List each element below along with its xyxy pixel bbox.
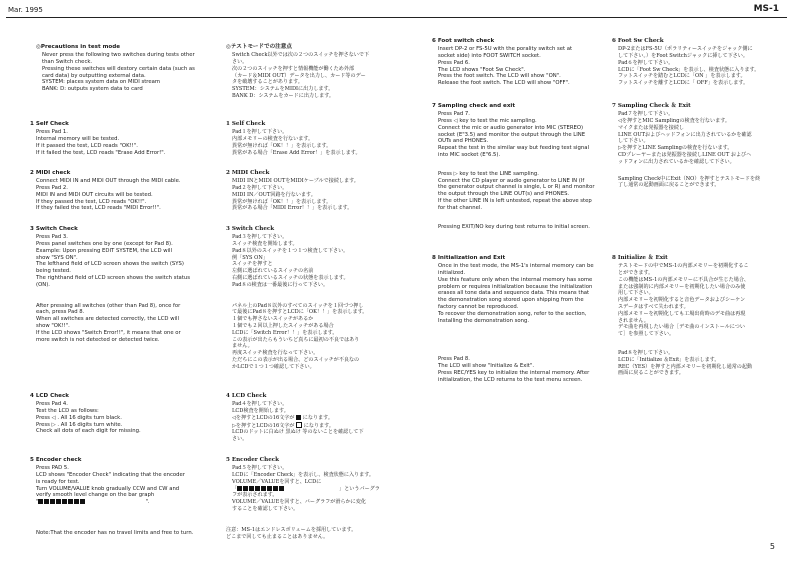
text-line: スデータはすべて失われます。	[618, 304, 689, 311]
section-6-jp	[612, 38, 790, 87]
section-title: 1 Self Check	[30, 121, 69, 127]
text-line: Pressing EXIT/NO key during test returns to initial screen.	[438, 223, 590, 230]
text-line: CDプレーヤーまたは発振器を接続しLINE OUT およびヘ	[618, 152, 752, 159]
text-line: MIDI IN and MIDI OUT circuits will be tested.	[36, 191, 153, 198]
text-fragment: ▷を押すとLCDの16文字が	[232, 422, 295, 429]
text-line: The lefthand field of LCD screen shows the switch (SYS)	[36, 261, 184, 268]
text-line: Pad８を押して下さい。	[618, 350, 674, 357]
section-8-en	[432, 255, 617, 384]
bar-graph-line: " ".	[36, 499, 150, 506]
text-line: Sampling Check中にExit（NO）を押すとテストモードを終	[618, 175, 761, 182]
text-line: 左側に選ばれているスイッチの名前	[232, 268, 314, 275]
text-line: into MIC socket (E"6.5).	[438, 152, 501, 159]
text-line: て最後にPad８を押すとLCDに「OK！！」を表示します。	[232, 309, 368, 316]
bar-block-icon	[267, 486, 272, 491]
text-line: SYSTEM：システムをMIDIに出力します。	[232, 86, 334, 93]
text-line: パネル上のPad８以外のすべてのスイッチを１回づつ押し	[232, 302, 364, 309]
text-line: Press Pad 7.	[438, 111, 470, 118]
text-line: Press panel switches one by one (except for Pad 8).	[36, 241, 173, 248]
text-line: Connect the CD player or audio generator to LINE IN (If	[438, 177, 585, 184]
text-line: Press Pad 1.	[36, 129, 68, 136]
section-title: 2 MIDI Check	[226, 170, 270, 176]
text-line	[232, 415, 401, 422]
section-5-jp	[226, 457, 401, 513]
text-line: Pad７を押して下さい。	[618, 111, 674, 118]
section-2-en	[30, 170, 215, 212]
text-line: If they passed the test, LCD reads "OK!!".	[36, 198, 147, 205]
text-line: each, press Pad 8.	[36, 309, 85, 316]
text-line: Test the LCD as follows:	[36, 408, 99, 415]
text-line: initialized.	[438, 270, 466, 277]
text-line: マイクまたは発振器を接続し	[618, 124, 685, 131]
text-line: MIDI IN／OUT回路を行ないます。	[232, 191, 316, 198]
precautions-en-title: ◎Precautions in test mode	[36, 44, 121, 50]
text-line: factory cannot be reproduced.	[438, 304, 519, 311]
text-line: １個でも２回以上押したスイッチがある場合	[232, 323, 334, 330]
bar-block-icon	[237, 486, 242, 491]
text-line: If they failed the test, LCD reads "MIDI Error!!".	[36, 205, 161, 212]
text-line: さい。	[232, 59, 248, 66]
text-line: The righthand field of LCD screen shows the switch status	[36, 275, 190, 282]
text-line: 異常がある場合「MIDI Error！！」を表示します。	[232, 205, 353, 212]
text-line: is ready for test.	[36, 478, 80, 485]
text-line: the demonstration song stored upon shipping from the	[438, 297, 584, 304]
section-title: 3 Switch Check	[30, 226, 78, 232]
bar-graph-line: 「 」というバーグラ	[232, 485, 380, 492]
section-7-en	[432, 103, 617, 230]
text-line: erases all tone data and sequence data. This means that	[438, 290, 590, 297]
text-line: for that channel.	[438, 204, 483, 211]
text-line: Pad６を押して下さい。	[618, 59, 674, 66]
text-fragment: になります。	[302, 414, 333, 421]
bar-block-icon	[74, 499, 79, 504]
text-line: 内部メモリーの検査を行ないます。	[232, 136, 314, 143]
text-line: スイッチを押すと	[232, 261, 273, 268]
text-fragment: ".	[145, 499, 150, 506]
section-title: 7 Sampling Check ＆ Exit	[612, 103, 691, 109]
bar-block-icon	[249, 486, 254, 491]
text-line: the output through the LINE OUT(s) and PHONES.	[438, 191, 570, 198]
text-line: OUTs and PHONES.	[438, 138, 489, 145]
text-line: ません。	[232, 343, 253, 350]
precautions-en-body	[36, 52, 216, 93]
section-title: 8 Initialization and Exit	[432, 255, 506, 261]
text-line: 異常が無ければ「OK！！」を表示します。	[232, 142, 332, 149]
text-line: socket (E"3.5) and monitor the output through the LINE	[438, 131, 586, 138]
text-line: Installing the demonstration song.	[438, 317, 530, 324]
text-line: 内部メモリーを初期化すると音色データおよびシーケン	[618, 297, 746, 304]
text-line: または強制的に内部メモリーを初期化したい場合のみ使	[618, 283, 746, 290]
bar-block-icon	[279, 486, 284, 491]
text-line: If the LCD shows "Switch Error!!", it means that one or	[36, 329, 181, 336]
text-line: REC（YES）を押すと内部メモリーを初期化し通常の起動	[618, 363, 753, 370]
text-line: フットスイッチを踏むとLCDに「ON 」を表示します。	[618, 73, 746, 80]
section-5-en	[30, 457, 215, 506]
precautions-en	[36, 44, 216, 93]
black-square-icon	[296, 415, 301, 420]
section-7-jp	[612, 103, 790, 189]
text-line: LCDに「Encoder Check」を表示し、検査状態に入ります。	[232, 472, 375, 479]
text-line: Insert DP-2 or FS-5U with the porality switch set at	[438, 46, 573, 53]
text-line: more switch is not detected or detected twice.	[36, 336, 160, 343]
text-line: 注意：MS-1はエンドレスボリュームを採用しています。	[226, 527, 357, 533]
text-line: LINE OUTおよびヘッドフォンに出力されているかを確認	[618, 131, 752, 138]
text-line: Internal memory will be tested.	[36, 136, 120, 143]
text-line: １個でも押さないスイッチがあるか	[232, 316, 314, 323]
text-line: BANK: D: outputs system data to card	[42, 86, 143, 93]
text-line: 了し通常の起動画面に戻ることができます。	[618, 182, 720, 189]
text-line: スイッチ検査を開始します。	[232, 241, 298, 248]
text-line: この表示が出たらもういちど真ちに最初の不良ではあり	[232, 336, 360, 343]
header-rule	[6, 17, 787, 18]
text-line: Pad２を押して下さい。	[232, 185, 288, 192]
text-line: (ON).	[36, 281, 50, 288]
text-line: show "OK!!".	[36, 323, 70, 330]
text-line: Connect MIDI IN and MIDI OUT through the MIDI cable.	[36, 178, 181, 185]
text-line: DP-2またはFS-5U（ポラリティースイッチをジャック側に	[618, 46, 753, 53]
text-line: ッドフォンに出力されているかを確認して下さい。	[618, 158, 735, 165]
text-line: the generator output channel is single, L or R) and monitor	[438, 184, 595, 191]
precautions-jp-title: ◎テストモードでの注意点	[226, 44, 292, 50]
text-line: If the other LINE IN is left untested, repeat the above step	[438, 198, 592, 205]
section-title: 3 Switch Check	[226, 226, 275, 232]
bar-block-icon	[255, 486, 260, 491]
bar-block-icon	[68, 499, 73, 504]
section-title: 8 Initialize ＆ Exit	[612, 255, 668, 261]
section-title: 5 Encoder Check	[226, 457, 280, 463]
precautions-jp-body	[226, 52, 401, 100]
section-title: 4 LCD Check	[30, 393, 70, 399]
note-en	[36, 530, 221, 537]
bar-block-icon	[38, 499, 43, 504]
text-line: LCDのドットに白ぬけ 黒ぬけ 等のないことを確認して下	[232, 429, 364, 436]
text-line: 異常が無ければ「OK！！」を表示します。	[232, 198, 332, 205]
text-line: If it failed the test, LCD reads "Erase Add Error!".	[36, 149, 166, 156]
text-line: フットスイッチを離すとLCDに「 OFF」を表示します。	[618, 80, 749, 87]
precautions-jp	[226, 44, 401, 100]
text-line: して下さい。	[618, 138, 649, 145]
section-8-jp	[612, 255, 790, 377]
text-line: することを確認して下さい。	[232, 506, 299, 513]
text-line: 異常がある場合「Erase Add Error！」を表示します。	[232, 149, 361, 156]
text-line: Pad５を押して下さい。	[232, 465, 288, 472]
bar-block-icon	[62, 499, 67, 504]
text-line: Press ▷ key to test the LINE sampling.	[438, 170, 539, 177]
text-line: Switch Check以外では次の２つのスイッチを押さないで下	[232, 52, 370, 59]
text-fragment: になります。	[303, 422, 334, 429]
text-line: Press Pad 8.	[438, 356, 470, 363]
text-line: VOLUME／VALUEを回すと、LCDに	[232, 478, 322, 485]
text-line: being tested.	[36, 268, 71, 275]
text-line: verify smooth level change on the bar graph	[36, 492, 155, 499]
text-line: Pad４を押して下さい。	[232, 401, 288, 408]
text-line: Release the foot switch. The LCD will show "OFF".	[438, 80, 570, 87]
text-line: Press Pad 6.	[438, 59, 470, 66]
bar-block-icon	[50, 499, 55, 504]
page-number: 5	[769, 542, 775, 551]
text-line: Press the foot switch. The LCD will show "ON".	[438, 73, 561, 80]
text-line: The LCD shows "Foot Sw Check".	[438, 66, 526, 73]
text-line: than Switch check.	[42, 59, 93, 66]
text-line: Press ▷ . All 16 digits turn white.	[36, 421, 123, 428]
text-line: Pad１を押して下さい。	[232, 129, 288, 136]
text-line: この機能はMS-1の内部メモリーに不具合が生じた場合、	[618, 276, 750, 283]
text-line: Pad３を押して下さい。	[232, 234, 288, 241]
text-fragment: 」というバーグラ	[339, 485, 380, 492]
text-line: initialization, the LCD returns to the test menu screen.	[438, 376, 583, 383]
text-line: て］を参照して下さい。	[618, 331, 675, 338]
text-line: If it passed the test, LCD reads "OK!!".	[36, 142, 138, 149]
text-line: して下さい。）をFoot Switchジャックに挿して下さい。	[618, 53, 748, 60]
note-jp	[226, 527, 401, 541]
text-line: LCD検査を開始します。	[232, 408, 289, 415]
text-line: 画面に戻ることができます。	[618, 370, 684, 377]
text-line: さい。	[232, 436, 248, 443]
text-line: 再度スイッチ検査を行なって下さい。	[232, 350, 319, 357]
text-line: LCDに「Switch Error！！」を表示します。	[232, 329, 338, 336]
section-3-jp	[226, 226, 406, 371]
white-square-icon	[296, 422, 302, 428]
text-line: （カード＆MIDI OUT）データを出力し、カード等のデー	[232, 72, 366, 79]
section-title: 4 LCD Check	[226, 393, 267, 399]
section-title: 6 Foot switch check	[432, 38, 495, 44]
bar-block-icon	[261, 486, 266, 491]
text-line: LCD shows "Encoder Check" indicating that the encoder	[36, 472, 185, 479]
text-line: Press Pad 2.	[36, 185, 68, 192]
text-line: ◁を押すとMIC Samplingの検査を行ないます。	[618, 118, 730, 125]
text-line: Never press the following two switches during tests other	[42, 52, 195, 59]
bar-block-icon	[273, 486, 278, 491]
text-line: MIDI INとMIDI OUTをMIDIケーブルで接続します。	[232, 178, 359, 185]
text-line: socket side) into FOOT SWITCH socket.	[438, 53, 541, 60]
text-fragment: ◁を押すとLCDの16文字が	[232, 414, 295, 421]
bar-block-icon	[80, 499, 85, 504]
text-line: Pad８以外のスイッチを１つ１つ検査して下さい。	[232, 247, 349, 254]
text-line: VOLUME／VALUEを回すと、バーグラフが滑らかに変化	[232, 499, 366, 506]
text-line: テストモードの中でMS-1の内部メモリーを初期化するこ	[618, 263, 749, 270]
text-line: card data) by outputting external data.	[42, 72, 146, 79]
text-line: かLCDで１つ１つ確認して下さい。	[232, 363, 315, 370]
text-line: どこまで回しても止まることはありません。	[226, 533, 329, 540]
text-line: When all switches are detected correctly, the LCD will	[36, 316, 179, 323]
text-line: LCDに「Foot Sw Check」を表示し、検査状態に入ります。	[618, 66, 760, 73]
text-line: Use this feature only when the internal memory has some	[438, 276, 593, 283]
text-line: Connect the mic or audio generator into MIC (STEREO)	[438, 124, 584, 131]
section-3-en	[30, 226, 215, 343]
text-line: Press ◁ . All 16 digits turn black.	[36, 414, 122, 421]
text-line: タを破壊することがあります。	[232, 79, 303, 86]
text-line: Press ◁ key to test the mic sampling.	[438, 118, 537, 125]
section-2-jp	[226, 170, 401, 212]
text-line: 例「SYS ON」	[232, 254, 268, 261]
text-line: 用して下さい。	[618, 290, 654, 297]
text-line: Example: Upon pressing EDIT SYSTEM, the LCD will	[36, 247, 172, 254]
section-1-jp	[226, 121, 401, 156]
text-line: Pad８の検査は一番最後に行って下さい。	[232, 281, 329, 288]
text-line: problem or requires initialization because the initialization	[438, 283, 593, 290]
section-title: 5 Encoder check	[30, 457, 82, 463]
text-line: 右側に選ばれているスイッチの状態を表示します。	[232, 275, 349, 282]
bar-block-icon	[56, 499, 61, 504]
header-date: Mar. 1995	[8, 6, 43, 14]
text-line: ▷を押すとLINE Samplingの検査を行ないます。	[618, 145, 733, 152]
text-line: デモ曲を再現したい場合［デモ曲のインストールについ	[618, 324, 745, 331]
text-line: Note:That the encoder has no travel limits and free to turn.	[36, 530, 194, 536]
text-line: BANK D：システムをカードに出力します。	[232, 93, 334, 100]
text-line: LCDに「Initialize ＆Exit」を表示します。	[618, 356, 720, 363]
section-title: 7 Sampling check and exit	[432, 103, 516, 109]
text-line: Press Pad 4.	[36, 401, 68, 408]
text-line: Turn VOLUME/VALUE knob gradually CCW and CW and	[36, 485, 180, 492]
text-line: Press PAD 5.	[36, 465, 69, 472]
text-line: Check all dots of each digit for missing.	[36, 428, 141, 435]
text-line: Pressing these switches will destory certain data (such as	[42, 65, 195, 72]
text-line: とができます。	[618, 270, 654, 277]
header-doc-id: MS-1	[753, 4, 779, 14]
text-line: Repeat the test in the similar way but feeding test signal	[438, 145, 589, 152]
section-6-en	[432, 38, 617, 87]
section-title: 2 MIDI check	[30, 170, 71, 176]
section-4-jp	[226, 393, 401, 443]
text-line: フが表示されます。	[232, 492, 278, 499]
bar-block-icon	[44, 499, 49, 504]
section-1-en	[30, 121, 215, 156]
text-line: 内部メモリーを初期化しても工場出荷時のデモ曲は再現	[618, 310, 746, 317]
section-title: 6 Foot Sw Check	[612, 38, 664, 44]
text-line: SYSTEM: places system data on MIDI stream	[42, 79, 161, 86]
text-line: Once in the test mode, the MS-1's internal memory can be	[438, 263, 594, 270]
text-line: show "SYS ON".	[36, 254, 78, 261]
text-line: ただちにこの表示が出る場合、どのスイッチが不良なの	[232, 357, 360, 364]
text-line: されません。	[618, 317, 649, 324]
section-4-en	[30, 393, 215, 435]
section-title: 1 Self Check	[226, 121, 266, 127]
bar-block-icon	[243, 486, 248, 491]
text-line: After pressing all switches (other than Pad 8), once for	[36, 302, 181, 309]
text-line: To recover the demonstration song, refer to the section,	[438, 310, 587, 317]
text-line: Press Pad 3.	[36, 234, 68, 241]
text-line: Press REC/YES key to initialize the internal memory. After	[438, 370, 590, 377]
text-line: The LCD will show "Initialize & Exit".	[438, 363, 535, 370]
text-line: 次の２つのスイッチを押すと情報機能が働くため外部	[232, 65, 355, 72]
